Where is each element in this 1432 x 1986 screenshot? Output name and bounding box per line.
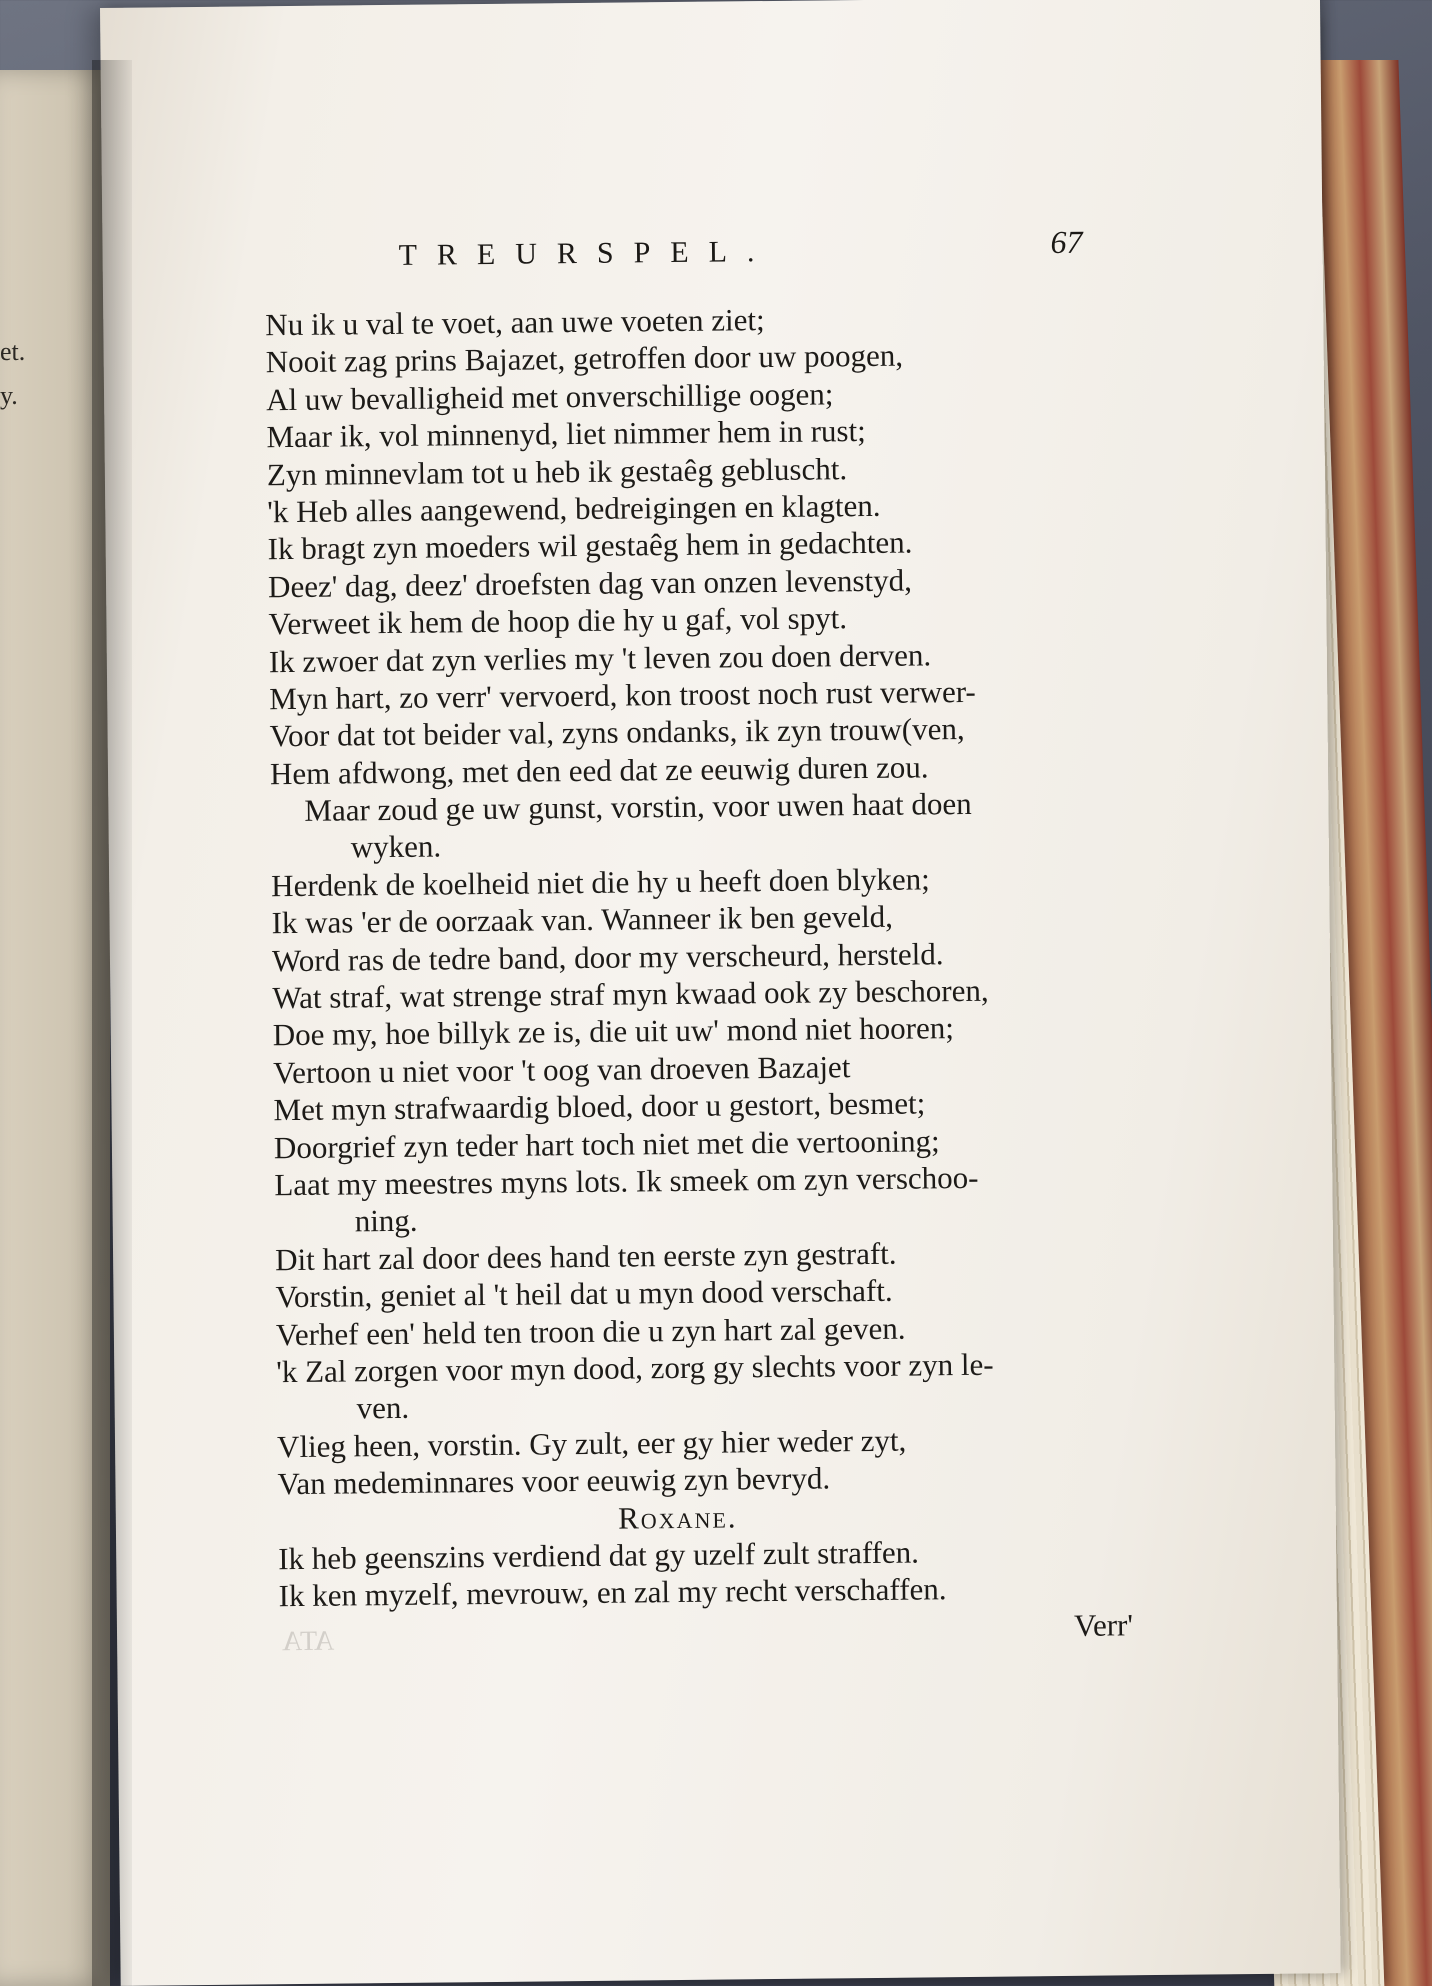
book-gutter-shadow <box>92 60 132 1986</box>
verse-line: Herdenk de koelheid niet die hy u heeft doen blyken; <box>271 861 930 904</box>
verse-line: Ik was 'er de oorzaak van. Wanneer ik ben geveld, <box>271 898 894 941</box>
verse-line: Hem afdwong, met den eed dat ze eeuwig duren zou. <box>269 749 929 791</box>
verse-line: ning. <box>354 1203 418 1239</box>
verse-text-block <box>265 297 1139 1652</box>
verse-line: wyken. <box>350 828 442 865</box>
verse-line: Doe my, hoe billyk ze is, die uit uw' mond niet hooren; <box>272 1010 955 1053</box>
verse-line: Word ras de tedre band, door my verscheurd, hersteld. <box>271 935 944 978</box>
verse-line: Maar ik, vol minnenyd, liet nimmer hem in rust; <box>266 413 866 455</box>
verse-line: Vlieg heen, vorstin. Gy zult, eer gy hier weder zyt, <box>276 1422 907 1464</box>
page-header <box>302 224 1083 302</box>
verse-line: Ik heb geenszins verdiend dat gy uzelf zult straffen. <box>278 1534 920 1577</box>
speaker-name: Roxane. <box>617 1498 738 1536</box>
verse-line: Vorstin, geniet al 't heil dat u myn dood verschaft. <box>275 1272 893 1315</box>
verse-line: Vertoon u niet voor 't oog van droeven Bazajet <box>272 1049 851 1091</box>
verse-line: Wat straf, wat strenge straf myn kwaad ook zy beschoren, <box>272 972 989 1016</box>
verse-line: Maar zoud ge uw gunst, vorstin, voor uwen haat doen <box>304 785 972 828</box>
verse-line: Myn hart, zo verr' vervoerd, kon troost noch rust verwer- <box>269 673 976 717</box>
verse-line: ven. <box>356 1390 410 1426</box>
verse-line: Dit hart zal door dees hand ten eerste zyn gestraft. <box>274 1235 897 1277</box>
verse-line: 'k Zal zorgen voor myn dood, zorg gy slechts voor zyn le- <box>276 1346 994 1390</box>
verse-line: Verweet ik hem de hoop die hy u gaf, vol spyt. <box>268 600 848 642</box>
verse-line: Zyn minnevlam tot u heb ik gestaêg gebluscht. <box>266 450 848 492</box>
bleed-through-text: ATA <box>281 1625 335 1658</box>
verse-line: Ik zwoer dat zyn verlies my 't leven zou doen derven. <box>268 636 932 679</box>
page-number: 67 <box>1050 223 1083 261</box>
verse-line: Van medeminnares voor eeuwig zyn bevryd. <box>277 1460 831 1502</box>
verse-line: Voor dat tot beider val, zyns ondanks, ik zyn trouw(ven, <box>269 711 965 754</box>
verse-line: Verhef een' held ten troon die u zyn hart zal geven. <box>275 1310 906 1352</box>
verse-line: Nu ik u val te voet, aan uwe voeten ziet; <box>265 302 765 343</box>
verse-line: Doorgrief zyn teder hart toch niet met die vertooning; <box>273 1122 940 1165</box>
verse-line: 'k Heb alles aangewend, bedreigingen en klagten. <box>267 487 881 530</box>
left-page-fragments <box>0 330 30 418</box>
left-fragment: y. <box>0 381 18 410</box>
verse-line: Nooit zag prins Bajazet, getroffen door uw poogen, <box>265 338 904 380</box>
running-title: TREURSPEL. <box>398 234 775 272</box>
verse-line: Deez' dag, deez' droefsten dag van onzen levenstyd, <box>267 562 913 605</box>
verse-line: Ik ken myzelf, mevrouw, en zal my recht verschaffen. <box>278 1571 947 1614</box>
verse-line: Ik bragt zyn moeders wil gestaêg hem in gedachten. <box>267 524 913 567</box>
verse-line: Laat my meestres myns lots. Ik smeek om zyn verschoo- <box>274 1159 979 1203</box>
catchword: Verr' <box>1073 1606 1134 1643</box>
book-page <box>100 0 1341 1986</box>
verse-line: Met myn strafwaardig bloed, door u gestort, besmet; <box>273 1085 926 1128</box>
verse-line: Al uw bevalligheid met onverschillige oogen; <box>265 376 834 418</box>
left-fragment: et. <box>0 337 26 366</box>
